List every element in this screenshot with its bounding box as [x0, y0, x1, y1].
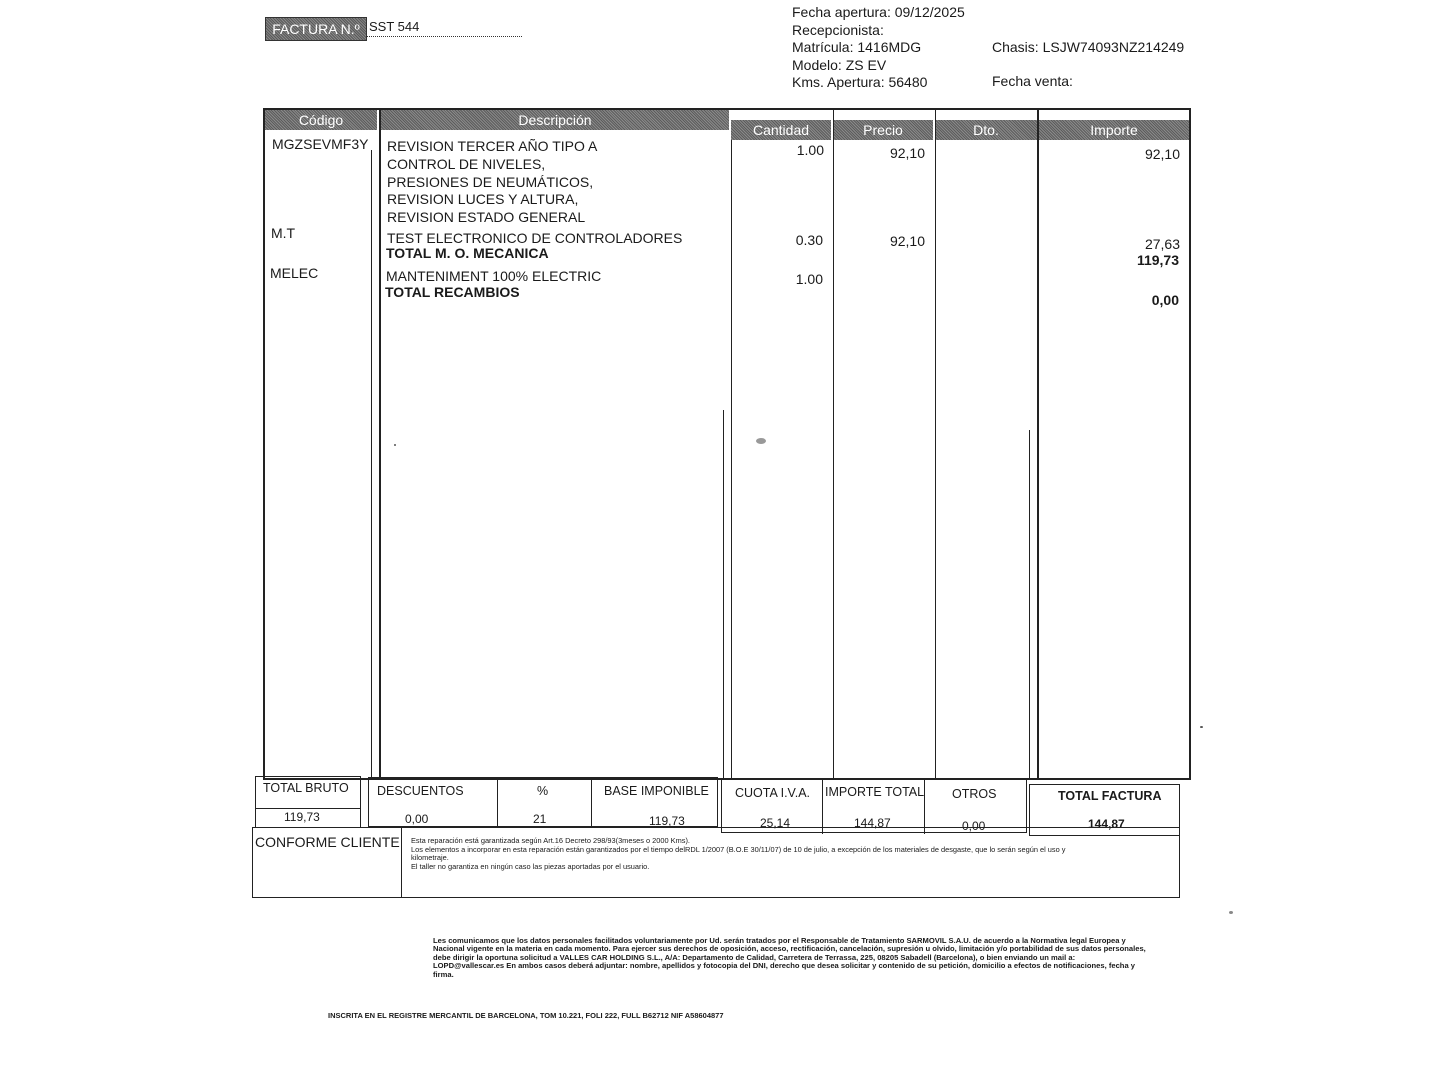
descuentos-value: 0,00	[405, 812, 429, 826]
conforme-box	[252, 827, 1180, 898]
col-header-importe: Importe	[1039, 120, 1189, 140]
invoice-number-underline	[366, 36, 522, 37]
fecha-apertura: Fecha apertura: 09/12/2025	[792, 4, 965, 20]
guarantee-line: Esta reparación está garantizada según Art.16 Decreto 298/93(3meses o 2000 Kms).	[411, 836, 690, 845]
summary-divider	[591, 778, 592, 828]
col-header-descripcion: Descripción	[381, 110, 731, 130]
scan-speck	[394, 444, 396, 446]
total-bruto-value: 119,73	[284, 810, 320, 824]
col-header-dto: Dto.	[935, 120, 1039, 140]
row-precio: 92,10	[889, 145, 925, 161]
otros-label: OTROS	[952, 787, 997, 801]
col-divider	[1037, 110, 1039, 778]
row-descripcion: TEST ELECTRONICO DE CONTROLADORES	[387, 230, 683, 246]
col-header-precio: Precio	[833, 120, 935, 140]
recepcionista: Recepcionista:	[792, 21, 884, 38]
col-divider	[731, 140, 732, 778]
col-divider	[379, 110, 381, 778]
scan-speck	[756, 438, 766, 444]
summary-divider	[924, 780, 925, 834]
row-cantidad: 0.30	[795, 232, 823, 248]
privacy-line: firma.	[433, 969, 454, 979]
invoice-number: SST 544	[369, 19, 420, 34]
desc-line: REVISION LUCES Y ALTURA,	[387, 191, 579, 208]
kms-apertura: Kms. Apertura: 56480	[792, 74, 928, 90]
cuota-iva-label: CUOTA I.V.A.	[735, 786, 811, 800]
col-divider	[723, 410, 724, 778]
privacy-line: Nacional vigente en la materia en cada momento. Para ejercer sus derechos de oposición, acceso, rectificación, cancelación, supresión u olvido, limitación y/o portabilidad de sus datos personales,	[433, 944, 1146, 954]
row-codigo: M.T	[271, 225, 296, 241]
otros-value: 0,00	[962, 819, 986, 833]
pct-value: 21	[533, 812, 547, 826]
importe-total-label: IMPORTE TOTAL	[825, 785, 925, 799]
privacy-notice	[433, 937, 1183, 979]
total-recambios-label: TOTAL RECAMBIOS	[385, 284, 520, 300]
importe-total-value: 144,87	[854, 816, 891, 830]
privacy-line: debe dirigir la oportuna solicitud a VALLES CAR HOLDING S.L., A/A: Departamento de Calidad, Carretera de Terrassa, 225, 08205 Sabadell (Barcelona), o bien enviando un mail a:	[433, 952, 1076, 962]
modelo: Modelo: ZS EV	[792, 56, 887, 73]
summary-divider	[822, 780, 823, 834]
total-mo-value: 119,73	[1136, 252, 1179, 268]
fecha-venta: Fecha venta:	[992, 73, 1073, 89]
row-cantidad: 1.00	[795, 271, 823, 287]
total-mo-label: TOTAL M. O. MECANICA	[386, 245, 549, 261]
desc-line: CONTROL DE NIVELES,	[387, 155, 546, 172]
col-divider	[371, 150, 372, 778]
row-importe: 92,10	[1144, 146, 1180, 162]
conforme-cliente-label: CONFORME CLIENTE	[255, 834, 400, 850]
row-descripcion	[387, 138, 597, 227]
pct-label: %	[537, 784, 549, 798]
base-imponible-label: BASE IMPONIBLE	[604, 784, 709, 798]
row-descripcion: MANTENIMENT 100% ELECTRIC	[386, 268, 602, 284]
col-header-cantidad: Cantidad	[731, 120, 833, 140]
row-cantidad: 1.00	[796, 142, 824, 158]
desc-line: REVISION TERCER AÑO TIPO A	[387, 138, 598, 154]
guarantee-line: El taller no garantiza en ningún caso las piezas aportadas por el usuario.	[411, 861, 650, 871]
col-divider	[833, 110, 834, 778]
conforme-divider	[401, 828, 402, 897]
scan-speck	[1229, 911, 1233, 914]
guarantee-text	[411, 837, 1176, 871]
scan-speck	[1200, 726, 1203, 728]
privacy-line: Les comunicamos que los datos personales facilitados voluntariamente por Ud. serán tratados por el Responsable de Tratamiento SARMOVIL S.A.U. de acuerdo a la Normativa legal Europea y	[433, 936, 1126, 945]
row-precio: 92,10	[889, 233, 925, 249]
matricula: Matrícula: 1416MDG	[792, 39, 922, 55]
registry-footer: INSCRITA EN EL REGISTRE MERCANTIL DE BARCELONA, TOM 10.221, FOLI 222, FULL B62712 NIF A58604877	[328, 1011, 724, 1020]
row-codigo: MGZSEVMF3Y	[272, 136, 369, 152]
summary-divider	[255, 808, 361, 809]
desc-line: PRESIONES DE NEUMÁTICOS,	[387, 173, 594, 190]
privacy-line: LOPD@vallescar.es En ambos casos deberá adjuntar: nombre, apellidos y fotocopia del DNI, derecho que desea solicitar y contenido de su petición, domicilio a efectos de notificaciones, fecha y	[433, 961, 1136, 971]
row-codigo: MELEC	[270, 265, 319, 281]
header-info-left	[792, 4, 965, 92]
guarantee-line: kilometraje.	[411, 853, 449, 863]
total-recambios-value: 0,00	[1151, 292, 1179, 308]
col-divider	[935, 110, 936, 778]
descuentos-label: DESCUENTOS	[377, 784, 464, 798]
summary-total-bruto	[255, 776, 361, 828]
summary-divider	[497, 778, 498, 828]
total-bruto-label: TOTAL BRUTO	[263, 781, 349, 795]
desc-line: REVISION ESTADO GENERAL	[387, 209, 586, 226]
chasis: Chasis: LSJW74093NZ214249	[992, 39, 1185, 55]
col-header-codigo: Código	[265, 110, 379, 130]
base-imponible-value: 119,73	[649, 814, 685, 828]
guarantee-line: Los elementos a incorporar en esta reparación están garantizados por el tiempo delRDL 1/2007 (B.O.E 30/11/07) de 10 de julio, a excepción de los materiales de desgaste, que lo serán según el uso y	[411, 844, 1066, 854]
invoice-label: FACTURA N.º	[265, 17, 367, 41]
col-divider	[1029, 430, 1030, 778]
summary-middle	[368, 777, 718, 827]
total-factura-value: 144,87	[1088, 817, 1125, 831]
cuota-iva-value: 25,14	[760, 816, 791, 830]
summary-right	[721, 779, 1027, 833]
row-importe: 27,63	[1144, 236, 1180, 252]
total-factura-label: TOTAL FACTURA	[1058, 789, 1162, 803]
